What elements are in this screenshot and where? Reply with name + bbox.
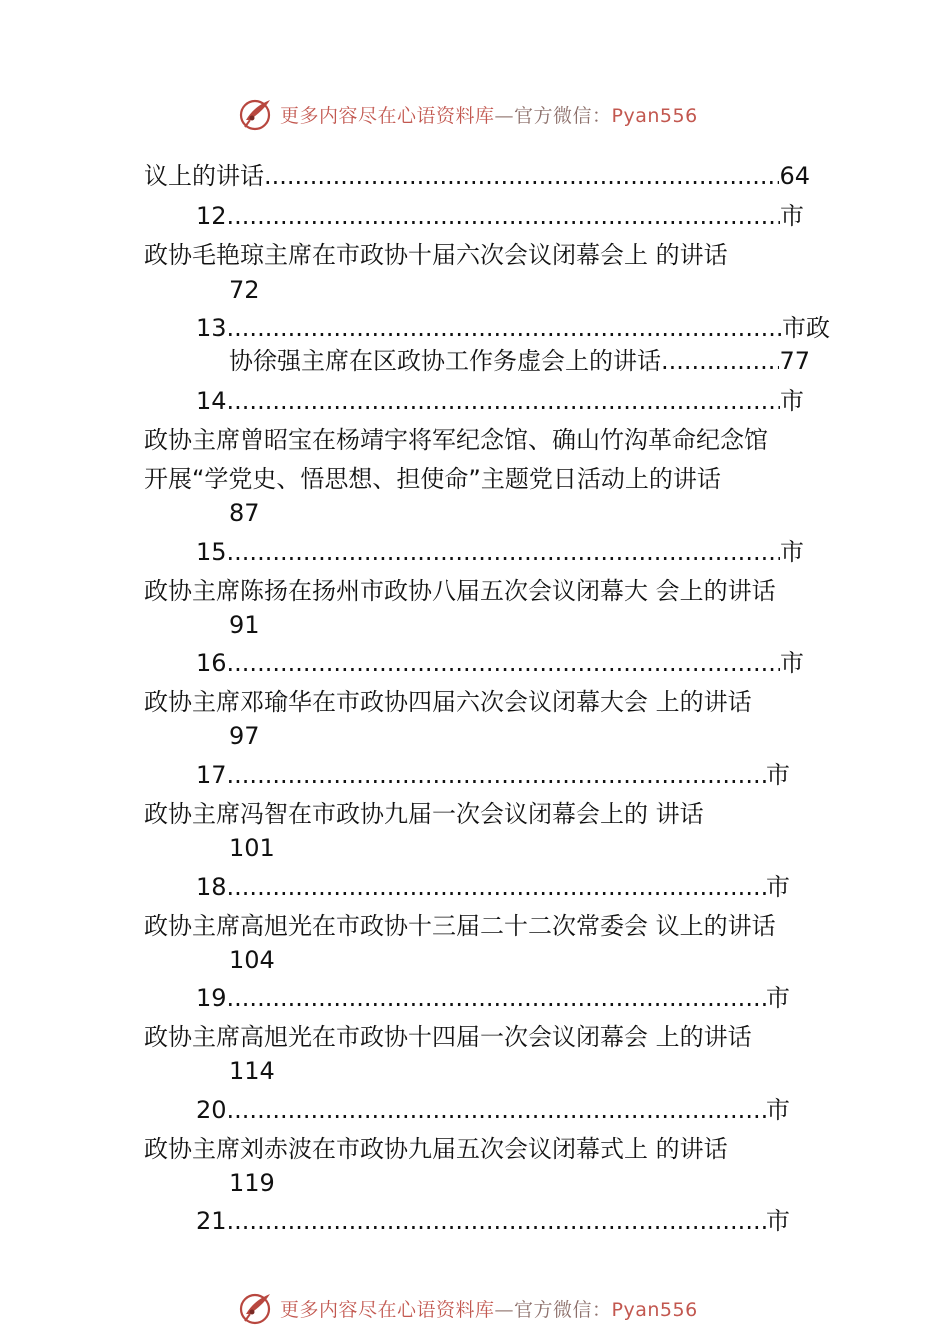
toc-line	[144, 240, 728, 270]
toc-page-number: 114	[229, 1057, 275, 1085]
toc-entry-text: 政协主席刘赤波在市政协九届五次会议闭幕式上 的讲话	[144, 1135, 728, 1163]
toc-entry-text: 协徐强主席在区政协工作务虚会上的讲话	[229, 347, 661, 375]
toc-page-number: 77	[779, 347, 810, 375]
toc-line	[229, 945, 275, 975]
toc-line	[229, 610, 260, 640]
toc-line	[229, 833, 275, 863]
toc-line	[196, 537, 804, 567]
toc-page-number: 87	[229, 499, 260, 527]
toc-leader-dots	[227, 537, 780, 567]
toc-entry-text: 政协主席高旭光在市政协十四届一次会议闭幕会 上的讲话	[144, 1023, 752, 1051]
toc-line	[196, 872, 790, 902]
toc-entry-text: 市	[780, 538, 804, 566]
toc-entry-text: 市	[780, 387, 804, 415]
toc-entry-number: 19	[196, 984, 227, 1012]
toc-leader-dots	[264, 161, 779, 191]
toc-line	[144, 687, 752, 717]
toc-entry-number: 16	[196, 649, 227, 677]
toc-entry-number: 12	[196, 202, 227, 230]
toc-line	[196, 983, 790, 1013]
toc-leader-dots	[227, 1206, 766, 1236]
toc-entry-text: 市政	[782, 314, 830, 342]
toc-entry-text: 市	[780, 202, 804, 230]
toc-line	[229, 1056, 275, 1086]
toc-entry-text: 市	[766, 1207, 790, 1235]
toc-leader-dots	[227, 872, 766, 902]
toc-entry-text: 市	[766, 984, 790, 1012]
toc-page-number: 72	[229, 276, 260, 304]
toc-entry-text: 政协主席陈扬在扬州市政协八届五次会议闭幕大 会上的讲话	[144, 577, 776, 605]
toc-line	[196, 1095, 790, 1125]
toc-entry-text: 政协主席冯智在市政协九届一次会议闭幕会上的 讲话	[144, 800, 704, 828]
toc-line	[144, 1134, 728, 1164]
toc-entry-text: 开展“学党史、悟思想、担使命”主题党日活动上的讲话	[144, 465, 721, 493]
toc-line	[144, 464, 721, 494]
footer-banner	[238, 1290, 728, 1326]
toc-leader-dots	[227, 983, 766, 1013]
toc-page-number: 97	[229, 722, 260, 750]
toc-page-number: 101	[229, 834, 275, 862]
toc-line	[196, 1206, 790, 1236]
toc-entry-text: 市	[766, 761, 790, 789]
toc-leader-dots	[227, 201, 780, 231]
toc-line	[196, 386, 804, 416]
toc-entry-text: 市	[780, 649, 804, 677]
toc-entry-number: 14	[196, 387, 227, 415]
toc-leader-dots	[227, 1095, 766, 1125]
toc-page-number: 119	[229, 1169, 275, 1197]
toc-leader-dots	[227, 648, 780, 678]
toc-entry-text: 议上的讲话	[144, 162, 264, 190]
toc-entry-number: 20	[196, 1096, 227, 1124]
toc-page-number: 91	[229, 611, 260, 639]
toc-entry-number: 13	[196, 314, 227, 342]
toc-line	[229, 1168, 275, 1198]
toc-entry-number: 15	[196, 538, 227, 566]
toc-line	[196, 313, 830, 343]
quill-circle-logo	[238, 1290, 274, 1326]
toc-leader-dots	[227, 386, 780, 416]
toc-leader-dots	[227, 313, 782, 343]
toc-entry-text: 政协毛艳琼主席在市政协十届六次会议闭幕会上 的讲话	[144, 241, 728, 269]
toc-entry-number: 18	[196, 873, 227, 901]
toc-line	[144, 1022, 752, 1052]
toc-entry-text: 政协主席曾昭宝在杨靖宇将军纪念馆、确山竹沟革命纪念馆	[144, 426, 768, 454]
toc-page-number: 104	[229, 946, 275, 974]
toc-line	[229, 498, 260, 528]
banner-text: 更多内容尽在心语资料库—官方微信：Pyan556	[280, 1298, 698, 1321]
toc-leader-dots	[227, 760, 766, 790]
banner-text: 更多内容尽在心语资料库—官方微信：Pyan556	[280, 104, 698, 127]
toc-line	[229, 346, 810, 376]
toc-line	[196, 760, 790, 790]
toc-line	[144, 161, 810, 191]
toc-entry-text: 市	[766, 1096, 790, 1124]
toc-entry-text: 政协主席邓瑜华在市政协四届六次会议闭幕大会 上的讲话	[144, 688, 752, 716]
toc-line	[144, 576, 776, 606]
toc-line	[144, 425, 768, 455]
toc-entry-number: 17	[196, 761, 227, 789]
toc-line	[144, 799, 704, 829]
toc-entry-text: 市	[766, 873, 790, 901]
toc-line	[229, 275, 260, 305]
toc-line	[196, 201, 804, 231]
toc-entry-number: 21	[196, 1207, 227, 1235]
toc-line	[196, 648, 804, 678]
toc-line	[144, 911, 776, 941]
toc-entry-text: 政协主席高旭光在市政协十三届二十二次常委会 议上的讲话	[144, 912, 776, 940]
toc-leader-dots	[661, 346, 779, 376]
toc-line	[229, 721, 260, 751]
toc-page-number: 64	[779, 162, 810, 190]
